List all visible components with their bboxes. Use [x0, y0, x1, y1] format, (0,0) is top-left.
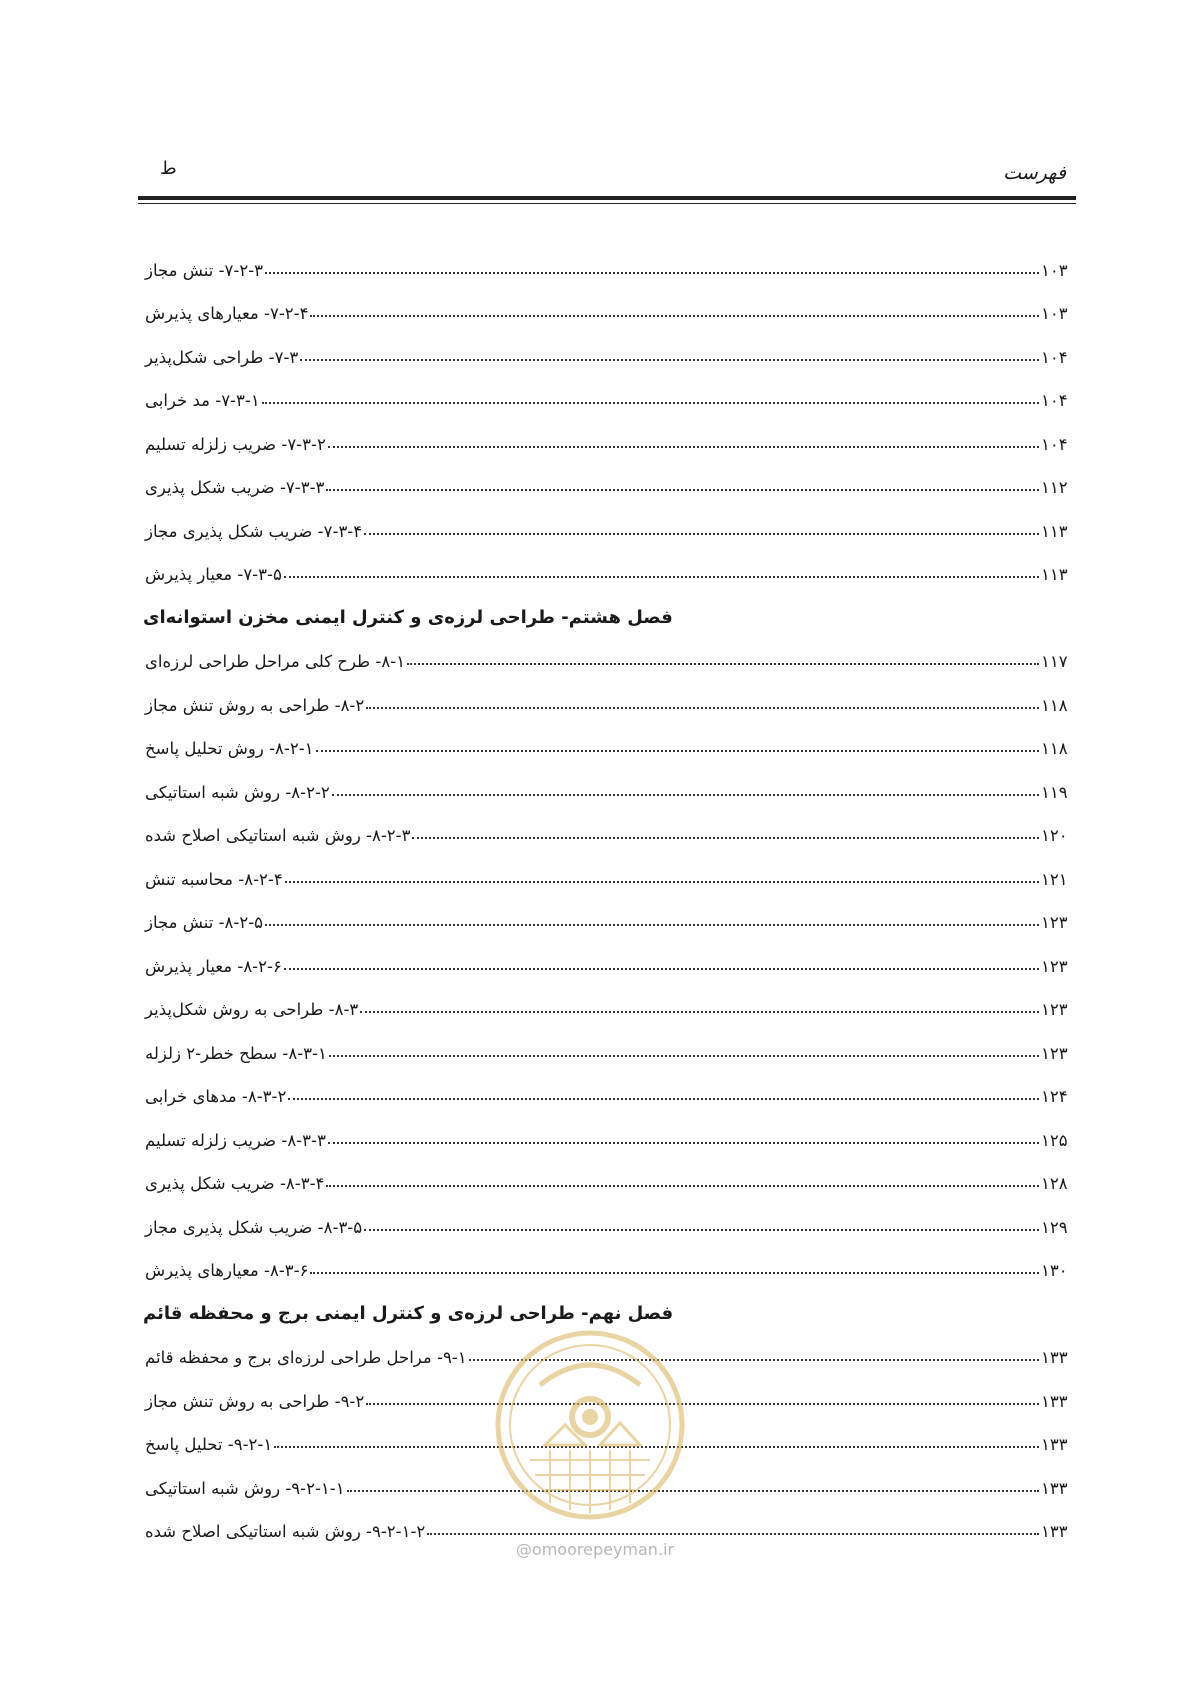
toc-entry-label: ۷-۳- طراحی شکل‌پذیر — [145, 347, 299, 367]
toc-entry[interactable] — [143, 845, 1075, 889]
toc-entry-page: ۱۳۳ — [1041, 1435, 1068, 1454]
toc-entry-page: ۱۲۵ — [1041, 1130, 1068, 1150]
toc-entry[interactable] — [143, 802, 1075, 846]
toc-entry-page: ۱۲۴ — [1041, 1087, 1068, 1106]
toc-entry-label: ۹-۲-۱-۲- روش شبه استاتیکی اصلاح شده — [145, 1522, 426, 1541]
toc-entry-label: ۸-۳-۶- معیارهای پذیرش — [145, 1261, 309, 1280]
dot-leader — [284, 968, 1039, 970]
chapter-title: فصل نهم- طراحی لرزه‌ی و کنترل ایمنی برج و محفظه قائم — [143, 1302, 674, 1324]
toc-entry-page: ۱۳۳ — [1041, 1348, 1068, 1367]
publisher-watermark-logo — [490, 1325, 690, 1525]
dot-leader — [407, 663, 1039, 665]
dot-leader — [364, 1229, 1039, 1231]
toc-entry[interactable] — [143, 280, 1075, 324]
toc-entry[interactable] — [143, 1106, 1075, 1150]
toc-chapter-heading — [143, 1280, 1075, 1324]
running-title: فهرست — [1003, 162, 1066, 184]
toc-entry[interactable] — [143, 497, 1075, 541]
toc-entry-label: ۹-۲-۱-۱- روش شبه استاتیکی — [145, 1478, 345, 1498]
toc-entry[interactable] — [143, 889, 1075, 933]
toc-entry-label: ۷-۳-۵- معیار پذیرش — [145, 565, 282, 584]
toc-entry-label: ۷-۳-۲- ضریب زلزله تسلیم — [145, 434, 326, 454]
toc-entry[interactable] — [143, 367, 1075, 411]
toc-entry-label: ۸-۳-۱- سطح خطر-۲ زلزله — [145, 1043, 327, 1063]
toc-entry[interactable] — [143, 715, 1075, 759]
dot-leader — [366, 707, 1039, 709]
toc-entry[interactable] — [143, 976, 1075, 1020]
dot-leader — [332, 794, 1039, 796]
toc-entry[interactable] — [143, 1237, 1075, 1281]
toc-entry-label: ۷-۳-۳- ضریب شکل پذیری — [145, 478, 325, 497]
toc-entry-page: ۱۲۹ — [1041, 1217, 1068, 1237]
dot-leader — [360, 1011, 1039, 1013]
toc-entry-page: ۱۱۳ — [1041, 521, 1068, 541]
toc-entry-label: ۸-۲-۶- معیار پذیرش — [145, 956, 282, 976]
toc-entry-page: ۱۱۲ — [1041, 478, 1068, 497]
dot-leader — [300, 359, 1039, 361]
toc-entry-page: ۱۰۴ — [1041, 434, 1068, 454]
dot-leader — [265, 924, 1039, 926]
toc-entry-label: ۸-۳-۳- ضریب زلزله تسلیم — [145, 1130, 326, 1150]
dot-leader — [310, 1272, 1039, 1274]
dot-leader — [329, 1055, 1039, 1057]
toc-entry-label: ۸-۲-۴- محاسبه تنش — [145, 869, 283, 889]
dot-leader — [326, 1185, 1039, 1187]
dot-leader — [412, 837, 1039, 839]
dot-leader — [262, 402, 1039, 404]
toc-entry[interactable] — [143, 671, 1075, 715]
dot-leader — [366, 1403, 1039, 1405]
dot-leader — [285, 881, 1039, 883]
toc-entry-page: ۱۱۹ — [1041, 782, 1068, 802]
toc-entry-page: ۱۱۸ — [1041, 695, 1068, 715]
toc-entry-page: ۱۲۱ — [1041, 869, 1068, 889]
toc-entry-page: ۱۲۰ — [1041, 826, 1068, 845]
chapter-title: فصل هشتم- طراحی لرزه‌ی و کنترل ایمنی مخزن استوانه‌ای — [143, 606, 673, 628]
toc-entry-label: ۸-۱- طرح کلی مراحل طراحی لرزه‌ای — [145, 652, 406, 671]
dot-leader — [310, 315, 1039, 317]
dot-leader — [364, 533, 1039, 535]
toc-entry-label: ۸-۳-۴- ضریب شکل پذیری — [145, 1174, 325, 1193]
toc-entry[interactable] — [143, 1193, 1075, 1237]
toc-entry[interactable] — [143, 236, 1075, 280]
toc-entry[interactable] — [143, 410, 1075, 454]
dot-leader — [328, 1142, 1039, 1144]
dot-leader — [328, 446, 1039, 448]
toc-entry-label: ۹-۱- مراحل طراحی لرزه‌ای برج و محفظه قائم — [145, 1348, 467, 1367]
toc-entry-page: ۱۳۳ — [1041, 1522, 1068, 1541]
toc-entry-page: ۱۱۸ — [1041, 739, 1068, 758]
toc-entry[interactable] — [143, 628, 1075, 672]
dot-leader — [284, 576, 1039, 578]
dot-leader — [288, 1098, 1039, 1100]
toc-entry-page: ۱۲۳ — [1041, 1043, 1068, 1063]
toc-entry-page: ۱۳۳ — [1041, 1478, 1068, 1498]
toc-entry-label: ۸-۲-۲- روش شبه استاتیکی — [145, 782, 330, 802]
toc-entry-page: ۱۰۳ — [1041, 304, 1068, 323]
toc-entry-label: ۸-۳-۲- مدهای خرابی — [145, 1087, 287, 1106]
dot-leader — [326, 489, 1039, 491]
toc-entry-label: ۸-۲- طراحی به روش تنش مجاز — [145, 695, 365, 715]
toc-entry[interactable] — [143, 758, 1075, 802]
toc-entry-label: ۷-۳-۱- مد خرابی — [145, 391, 260, 410]
header-rule-thick — [138, 196, 1076, 200]
toc-entry-page: ۱۲۳ — [1041, 1000, 1068, 1019]
toc-entry-page: ۱۱۷ — [1041, 652, 1068, 671]
toc-entry-label: ۹-۲-۱- تحلیل پاسخ — [145, 1435, 273, 1454]
dot-leader — [427, 1533, 1039, 1535]
toc-entry-page: ۱۰۳ — [1041, 260, 1068, 280]
toc-chapter-heading — [143, 584, 1075, 628]
toc-entry-page: ۱۲۸ — [1041, 1174, 1068, 1193]
toc-entry[interactable] — [143, 541, 1075, 585]
toc-entry-page: ۱۰۴ — [1041, 391, 1068, 410]
toc-entry-label: ۷-۳-۴- ضریب شکل پذیری مجاز — [145, 521, 363, 541]
toc-entry[interactable] — [143, 1063, 1075, 1107]
toc-entry[interactable] — [143, 932, 1075, 976]
toc-entry-page: ۱۱۳ — [1041, 565, 1068, 584]
toc-entry-page: ۱۳۰ — [1041, 1261, 1068, 1280]
toc-entry-page: ۱۳۳ — [1041, 1391, 1068, 1411]
toc-entry[interactable] — [143, 1019, 1075, 1063]
toc-entry-label: ۷-۲-۳- تنش مجاز — [145, 260, 264, 280]
toc-entry-label: ۸-۲-۵- تنش مجاز — [145, 913, 264, 932]
toc-entry-label: ۸-۲-۱- روش تحلیل پاسخ — [145, 739, 314, 758]
dot-leader — [316, 750, 1039, 752]
toc-entry-label: ۸-۲-۳- روش شبه استاتیکی اصلاح شده — [145, 826, 411, 845]
toc-entry-label: ۸-۳- طراحی به روش شکل‌پذیر — [145, 1000, 359, 1019]
header-rule-thin — [138, 203, 1076, 204]
page-number: ط — [160, 158, 177, 179]
toc-entry[interactable] — [143, 454, 1075, 498]
toc-entry[interactable] — [143, 323, 1075, 367]
toc-entry-page: ۱۲۳ — [1041, 956, 1068, 976]
toc-entry[interactable] — [143, 1150, 1075, 1194]
page-header — [138, 150, 1076, 190]
toc-entry-page: ۱۲۳ — [1041, 913, 1068, 932]
toc-entry-label: ۸-۳-۵- ضریب شکل پذیری مجاز — [145, 1217, 363, 1237]
toc-entry-label: ۹-۲- طراحی به روش تنش مجاز — [145, 1391, 365, 1411]
toc-entry-label: ۷-۲-۴- معیارهای پذیرش — [145, 304, 309, 323]
toc-entry-page: ۱۰۴ — [1041, 347, 1068, 367]
dot-leader — [265, 272, 1039, 274]
dot-leader — [347, 1490, 1039, 1492]
watermark-url: @omoorepeyman.ir — [515, 1540, 675, 1559]
